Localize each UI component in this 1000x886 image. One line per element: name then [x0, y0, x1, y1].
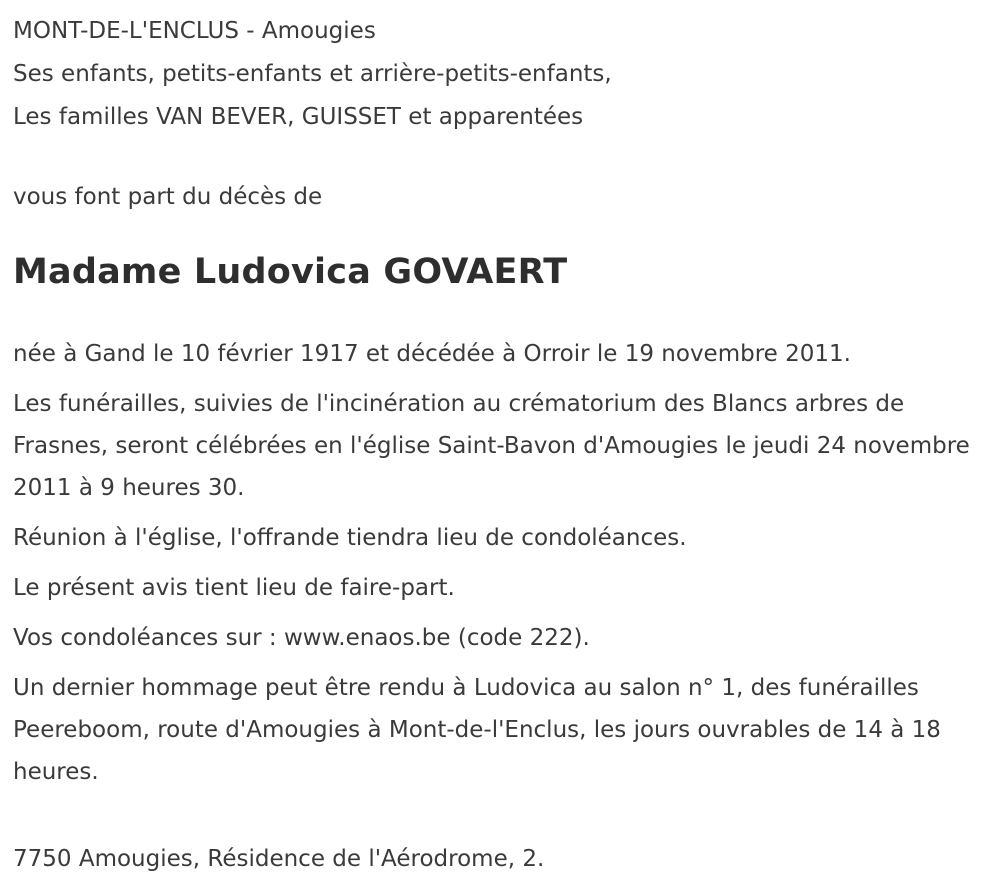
paragraph-reunion: Réunion à l'église, l'offrande tiendra lieu de condoléances.: [13, 525, 687, 551]
paragraph-condolences-website: Vos condoléances sur : www.enaos.be (code 222).: [13, 625, 590, 651]
deceased-name-title: Madame Ludovica GOVAERT: [13, 252, 568, 292]
paragraph-last-homage: Un dernier hommage peut être rendu à Ludovica au salon n° 1, des funérailles Peereboom, route d'Amougies à Mont-de-l'Enclus, les jours ouvrables de 14 à 18 heures.: [13, 675, 941, 785]
paragraph-notice: Le présent avis tient lieu de faire-part.: [13, 575, 455, 601]
family-line-2: Les familles VAN BEVER, GUISSET et apparentées: [13, 104, 584, 130]
announcement-line: vous font part du décès de: [13, 184, 323, 210]
address-line: 7750 Amougies, Résidence de l'Aérodrome, 2.: [13, 846, 545, 872]
family-line-1: Ses enfants, petits-enfants et arrière-petits-enfants,: [13, 61, 612, 87]
location-line: MONT-DE-L'ENCLUS - Amougies: [13, 18, 376, 44]
paragraph-funeral-details: Les funérailles, suivies de l'incinération au crématorium des Blancs arbres de Frasnes, seront célébrées en l'église Saint-Bavon d'Amougies le jeudi 24 novembre 2011 à 9 heures 30.: [13, 391, 970, 501]
paragraph-birth-death: née à Gand le 10 février 1917 et décédée à Orroir le 19 novembre 2011.: [13, 341, 851, 367]
